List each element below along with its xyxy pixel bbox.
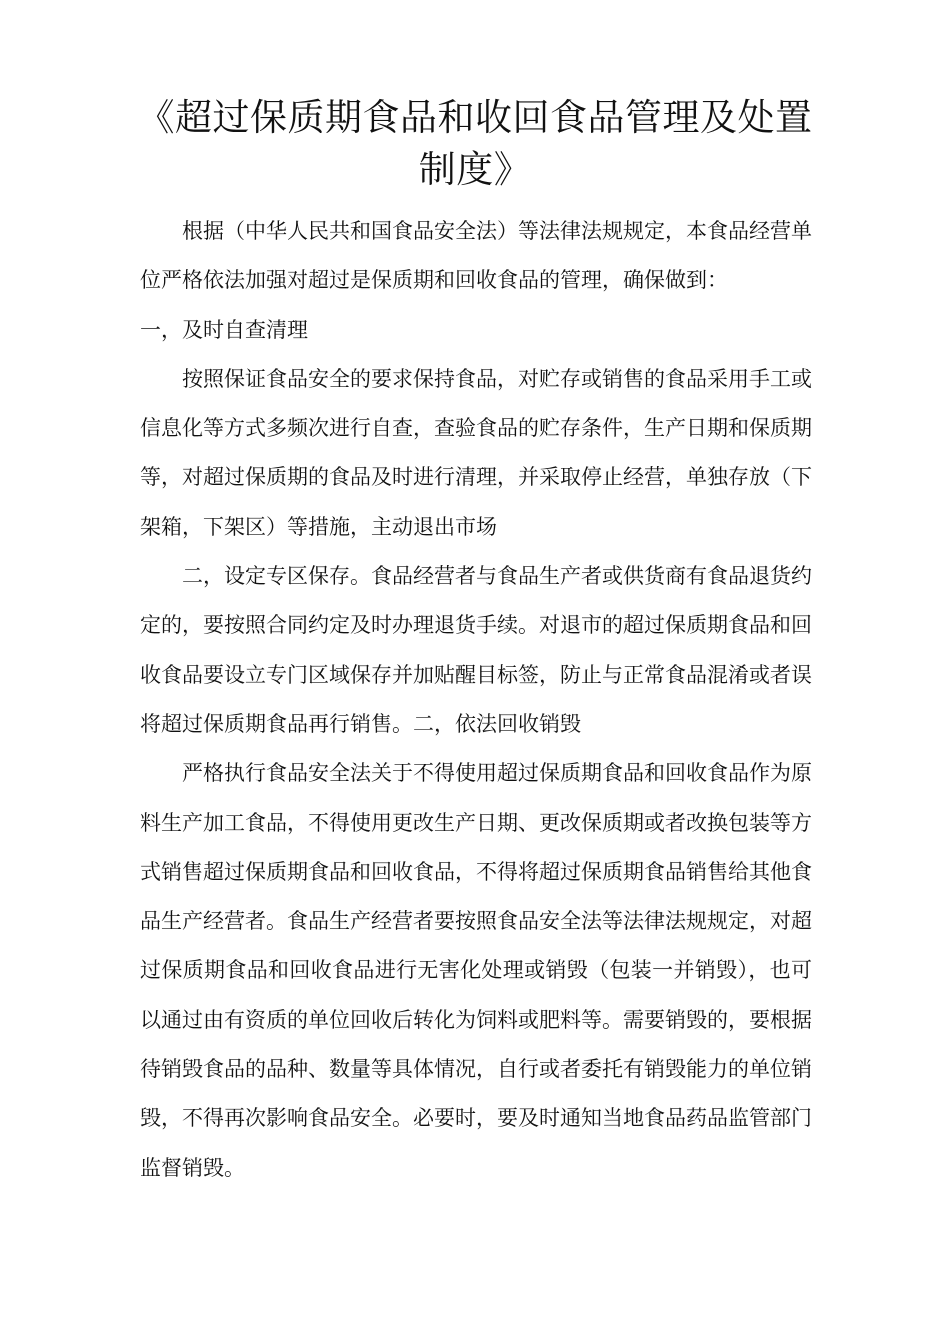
document-title: 《超过保质期食品和收回食品管理及处置制度》 <box>137 96 813 191</box>
designated-storage-paragraph: 二，设定专区保存。食品经营者与食品生产者或供货商有食品退货约定的，要按照合同约定及时办理退货手续。对退市的超过保质期食品和回收食品要设立专门区域保存并加贴醒目标签，防止与正常食品混淆或者误将超过保质期食品再行销售。二，依法回收销毁 <box>140 564 812 736</box>
document-body <box>140 207 812 1193</box>
section-heading-self-inspection: 一，及时自查清理 <box>140 317 308 342</box>
recall-destruction-paragraph: 严格执行食品安全法关于不得使用超过保质期食品和回收食品作为原料生产加工食品，不得使用更改生产日期、更改保质期或者改换包装等方式销售超过保质期食品和回收食品，不得将超过保质期食品销售给其他食品生产经营者。食品生产经营者要按照食品安全法等法律法规规定，对超过保质期食品和回收食品进行无害化处理或销毁（包装一并销毁），也可以通过由有资质的单位回收后转化为饲料或肥料等。需要销毁的，要根据待销毁食品的品种、数量等具体情况，自行或者委托有销毁能力的单位销毁，不得再次影响食品安全。必要时，要及时通知当地食品药品监管部门监督销毁。 <box>140 761 812 1180</box>
self-inspection-paragraph: 按照保证食品安全的要求保持食品，对贮存或销售的食品采用手工或信息化等方式多频次进行自查，查验食品的贮存条件，生产日期和保质期等，对超过保质期的食品及时进行清理，并采取停止经营，单独存放（下架箱，下架区）等措施，主动退出市场 <box>140 366 812 539</box>
intro-paragraph: 根据（中华人民共和国食品安全法）等法律法规规定，本食品经营单位严格依法加强对超过是保质期和回收食品的管理，确保做到： <box>140 219 812 293</box>
